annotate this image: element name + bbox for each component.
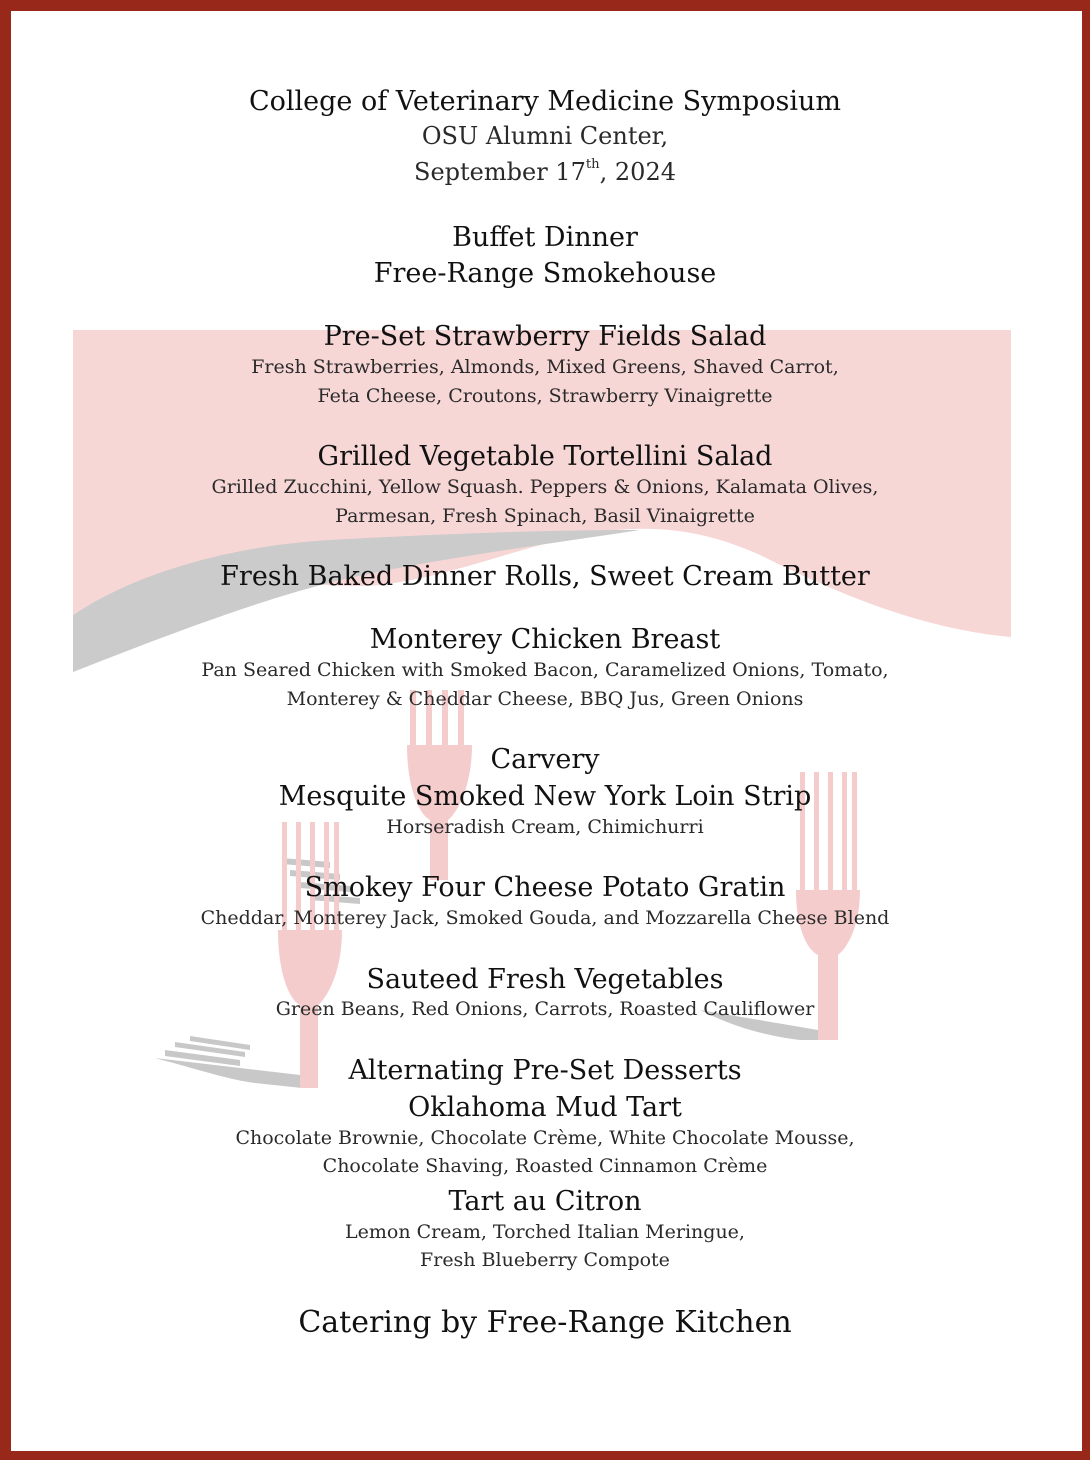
course-title: Pre-Set Strawberry Fields Salad (323, 321, 767, 352)
date-day: September 17 (414, 158, 586, 186)
service-name: Free-Range Smokehouse (373, 258, 717, 289)
course-description: Chocolate Brownie, Chocolate Crème, White Chocolate Mousse, (235, 1127, 855, 1149)
date-year: , 2024 (599, 158, 676, 186)
course-description: Parmesan, Fresh Spinach, Basil Vinaigrette (335, 505, 755, 527)
course-description: Monterey & Cheddar Cheese, BBQ Jus, Green Onions (286, 688, 804, 710)
course-subtitle: Mesquite Smoked New York Loin Strip (278, 781, 812, 812)
course-title: Tart au Citron (448, 1186, 642, 1217)
service-type: Buffet Dinner (452, 222, 638, 253)
course-description: Horseradish Cream, Chimichurri (386, 816, 704, 838)
course-description: Feta Cheese, Croutons, Strawberry Vinaigrette (317, 385, 773, 407)
course-title: Grilled Vegetable Tortellini Salad (317, 441, 773, 472)
course-title: Alternating Pre-Set Desserts (348, 1055, 742, 1086)
course-title: Sauteed Fresh Vegetables (366, 964, 724, 995)
course-title: Carvery (490, 744, 600, 775)
course-description: Lemon Cream, Torched Italian Meringue, (345, 1221, 745, 1243)
event-title: College of Veterinary Medicine Symposium (248, 86, 842, 117)
catering-credit: Catering by Free-Range Kitchen (298, 1305, 792, 1340)
venue: OSU Alumni Center, (421, 122, 669, 150)
course-description: Chocolate Shaving, Roasted Cinnamon Crème (322, 1155, 768, 1177)
course-description: Grilled Zucchini, Yellow Squash. Peppers & Onions, Kalamata Olives, (211, 476, 879, 498)
course-description: Fresh Strawberries, Almonds, Mixed Greens, Shaved Carrot, (251, 356, 839, 378)
course-title: Fresh Baked Dinner Rolls, Sweet Cream Butter (220, 561, 870, 592)
course-title: Monterey Chicken Breast (369, 624, 721, 655)
course-description: Pan Seared Chicken with Smoked Bacon, Caramelized Onions, Tomato, (201, 659, 889, 681)
course-description: Green Beans, Red Onions, Carrots, Roasted Cauliflower (275, 998, 815, 1020)
event-date (0, 157, 1090, 186)
course-title: Smokey Four Cheese Potato Gratin (304, 872, 786, 903)
course-description: Cheddar, Monterey Jack, Smoked Gouda, and Mozzarella Cheese Blend (200, 907, 890, 929)
date-ordinal: th (585, 157, 600, 172)
course-description: Fresh Blueberry Compote (420, 1249, 670, 1271)
course-subtitle: Oklahoma Mud Tart (408, 1092, 682, 1123)
